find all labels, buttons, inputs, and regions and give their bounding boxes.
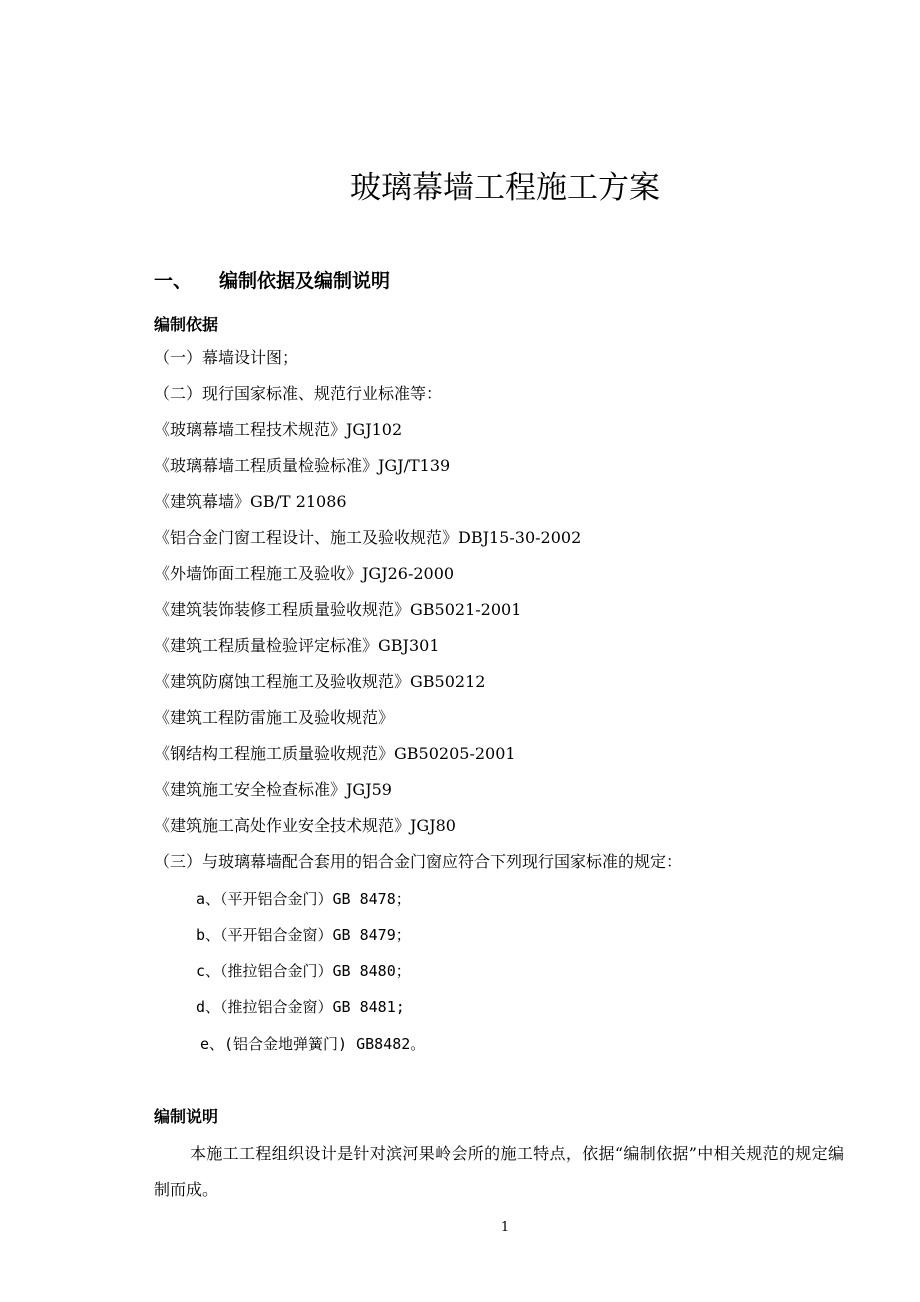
basis-item: 《外墙饰面工程施工及验收》JGJ26-2000 (154, 564, 455, 583)
basis-item: 《建筑幕墙》GB/T 21086 (154, 492, 347, 511)
section-number: 一、 (154, 270, 193, 292)
basis-item: 《铝合金门窗工程设计、施工及验收规范》DBJ15-30-2002 (154, 528, 582, 547)
basis-item: 《建筑施工高处作业安全技术规范》JGJ80 (154, 816, 456, 835)
explanation-heading: 编制说明 (154, 1107, 219, 1126)
section-title: 编制依据及编制说明 (219, 270, 391, 292)
standard-sub-item: b、（平开铝合金窗）GB 8479； (196, 926, 411, 944)
basis-item: （二）现行国家标准、规范行业标准等： (154, 384, 443, 403)
basis-heading: 编制依据 (154, 315, 219, 334)
basis-item: 《钢结构工程施工质量验收规范》GB50205-2001 (154, 744, 516, 763)
page-number: 1 (500, 1220, 510, 1235)
basis-item: （三）与玻璃幕墙配合套用的铝合金门窗应符合下列现行国家标准的规定： (154, 852, 683, 871)
standard-sub-item: d、（推拉铝合金窗）GB 8481; (196, 998, 405, 1016)
basis-item: 《建筑装饰装修工程质量验收规范》GB5021-2001 (154, 600, 522, 619)
basis-item: 《建筑工程防雷施工及验收规范》 (154, 708, 395, 727)
section-heading (154, 266, 390, 293)
standard-sub-item: c、（推拉铝合金门）GB 8480； (196, 962, 411, 980)
basis-item: 《建筑工程质量检验评定标准》GBJ301 (154, 636, 440, 655)
basis-item: （一）幕墙设计图； (154, 348, 299, 367)
standard-sub-item: a、（平开铝合金门）GB 8478； (196, 890, 411, 908)
standard-sub-item: e、(铝合金地弹簧门) GB8482。 (200, 1035, 426, 1053)
basis-item: 《建筑施工安全检查标准》JGJ59 (154, 780, 392, 799)
basis-item: 《玻璃幕墙工程技术规范》JGJ102 (154, 420, 403, 439)
basis-item: 《玻璃幕墙工程质量检验标准》JGJ/T139 (154, 456, 451, 475)
basis-item: 《建筑防腐蚀工程施工及验收规范》GB50212 (154, 672, 486, 691)
explanation-paragraph: 本施工工程组织设计是针对滨河果岭会所的施工特点，依据“编制依据”中相关规范的规定编制而成。 (154, 1144, 844, 1199)
document-title: 玻璃幕墙工程施工方案 (350, 170, 660, 206)
